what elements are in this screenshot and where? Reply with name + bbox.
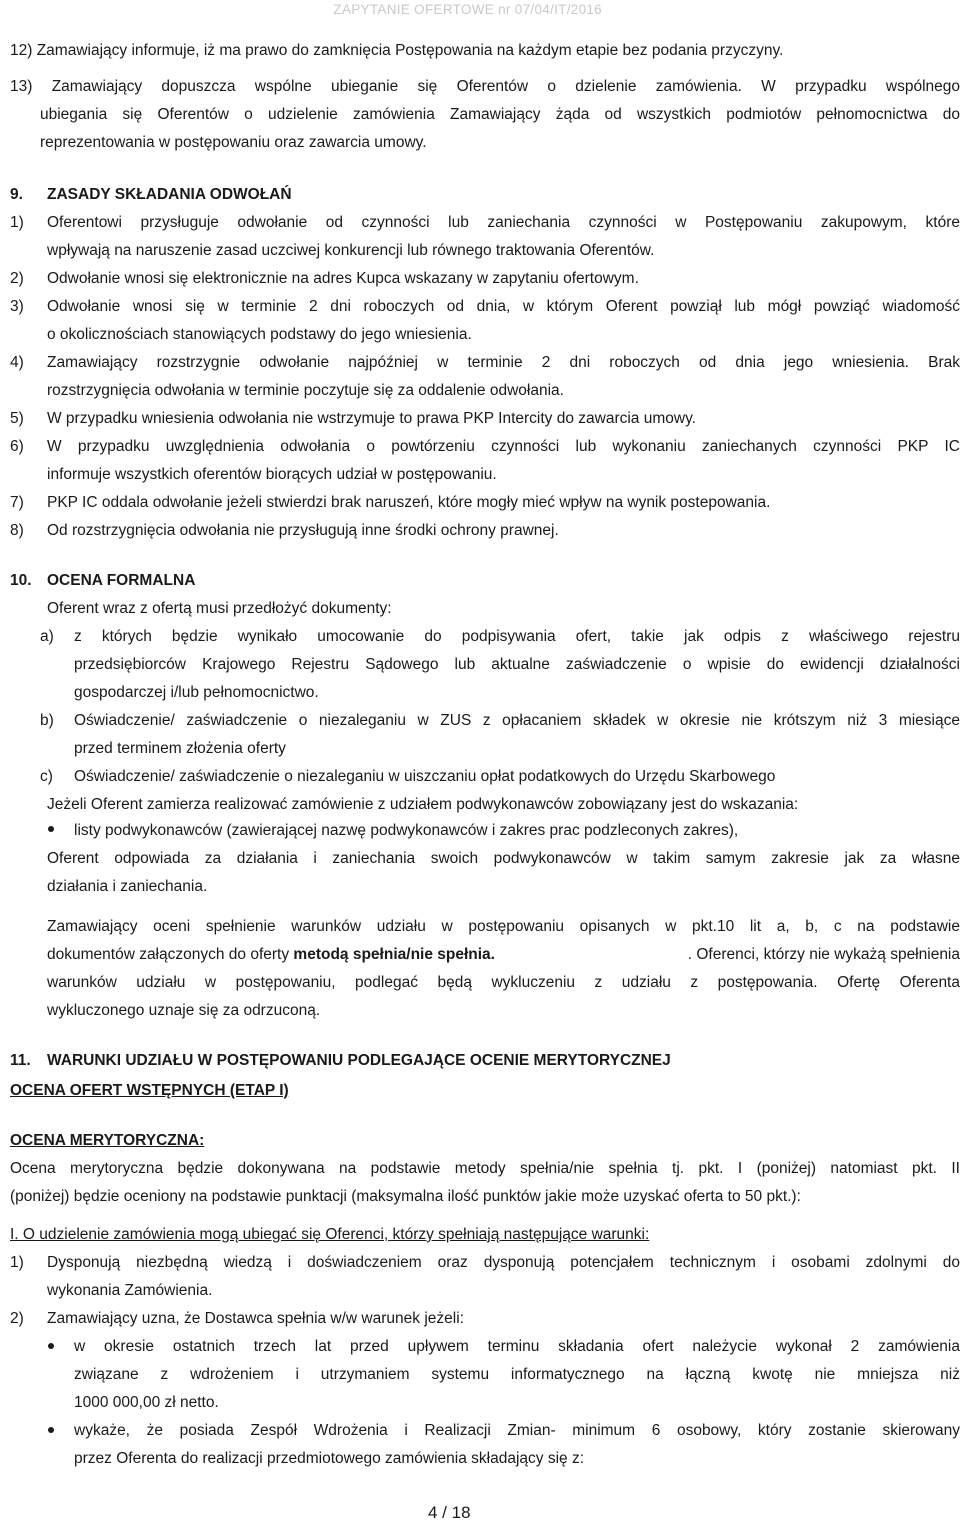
clause-13-line-2: ubiegania się Oferentów o udzielenie zamówienia Zamawiający żąda od wszystkich podmiotów pełnomocnictwa do: [40, 106, 960, 123]
clause-text-line: Odwołanie wnosi się w terminie 2 dni roboczych od dnia, w którym Oferent powziął lub mógł powziąć wiadomość: [47, 298, 960, 315]
section-10-number: 10.: [10, 572, 32, 589]
section-9-number: 9.: [10, 186, 23, 203]
condition-1-line-1: Dysponują niezbędną wiedzą i doświadczeniem oraz dysponują potencjałem technicznym i osobami zdolnymi do: [47, 1254, 960, 1271]
section-11-number: 11.: [10, 1052, 31, 1069]
condition-1-number: 1): [10, 1254, 24, 1271]
clause-number: 8): [10, 522, 24, 539]
page-number: 4 / 18: [428, 1503, 471, 1522]
clause-text-line: informuje wszystkich oferentów biorących udział w postępowaniu.: [47, 466, 497, 483]
item-c-line: Oświadczenie/ zaświadczenie o niezaleganiu w uiszczaniu opłat podatkowych do Urzędu Skarbowego: [74, 768, 776, 785]
responsibility-line-2: działania i zaniechania.: [47, 878, 208, 895]
clause-text-line: Zamawiający rozstrzygnie odwołanie najpóźniej w terminie 2 dni roboczych od dnia jego wniesienia. Brak: [47, 354, 960, 371]
clause-text-line: W przypadku wniesienia odwołania nie wstrzymuje to prawa PKP Intercity do zawarcia umowy.: [47, 410, 696, 427]
evaluation-text-c: . Oferenci, którzy nie wykażą spełnienia: [687, 946, 960, 963]
stage-1-heading: OCENA OFERT WSTĘPNYCH (ETAP I): [10, 1082, 289, 1099]
evaluation-text-a: dokumentów załączonych do oferty: [47, 946, 294, 963]
subcontractor-intro: Jeżeli Oferent zamierza realizować zamówienie z udziałem podwykonawców zobowiązany jest do wskazania:: [47, 796, 799, 813]
clause-number: 1): [10, 214, 24, 231]
clause-text-line: Oferentowi przysługuje odwołanie od czynności lub zaniechania czynności w Postępowaniu zakupowym, które: [47, 214, 960, 231]
conditions-heading: I. O udzielenie zamówienia mogą ubiegać się Oferenci, którzy spełniają następujące warunki:: [10, 1226, 650, 1243]
bullet-icon: [48, 1427, 54, 1433]
item-b-line-1: Oświadczenie/ zaświadczenie o niezaleganiu w ZUS z opłacaniem składek w okresie nie krótszym niż 3 miesiące: [74, 712, 960, 729]
clause-number: 4): [10, 354, 24, 371]
evaluation-line-4: wykluczonego uznaje się za odrzuconą.: [47, 1002, 321, 1019]
evaluation-method: metodą spełnia/nie spełnia.: [293, 946, 495, 963]
clause-number: 2): [10, 270, 24, 287]
section-9-title: ZASADY SKŁADANIA ODWOŁAŃ: [47, 186, 292, 203]
merit-line-2: (poniżej) będzie oceniony na podstawie punktacji (maksymalna ilość punktów jakie może uzyskać oferta to 50 pkt.):: [10, 1188, 801, 1205]
requirement-1-line-1: w okresie ostatnich trzech lat przed upływem terminu składania ofert należycie wykonał 2 zamówienia: [74, 1338, 960, 1355]
requirement-2-line-1: wykaże, że posiada Zespół Wdrożenia i Realizacji Zmian- minimum 6 osobowy, który zostanie skierowany: [74, 1422, 960, 1439]
item-b-line-2: przed terminem złożenia oferty: [74, 740, 286, 757]
clause-text-line: rozstrzygnięcia odwołania w terminie poczytuje się za oddalenie odwołania.: [47, 382, 564, 399]
clause-13-line-3: reprezentowania w postępowaniu oraz zawarcia umowy.: [40, 134, 427, 151]
clause-12: 12) Zamawiający informuje, iż ma prawo do zamknięcia Postępowania na każdym etapie bez podania przyczyny.: [10, 42, 784, 59]
condition-2-line: Zamawiający uzna, że Dostawca spełnia w/w warunek jeżeli:: [47, 1310, 464, 1327]
item-a-label: a): [40, 628, 54, 645]
clause-text-line: wpływają na naruszenie zasad uczciwej konkurencji lub równego traktowania Oferentów.: [47, 242, 655, 259]
condition-1-line-2: wykonania Zamówienia.: [47, 1282, 213, 1299]
document-header: ZAPYTANIE OFERTOWE nr 07/04/IT/2016: [333, 2, 602, 17]
item-a-line-1: z których będzie wynikało umocowanie do podpisywania ofert, takie jak odpis z właściwego rejestru: [74, 628, 960, 645]
merit-heading: OCENA MERYTORYCZNA:: [10, 1132, 205, 1149]
item-c-label: c): [40, 768, 53, 785]
requirement-2-line-2: przez Oferenta do realizacji przedmiotowego zamówienia składający się z:: [74, 1450, 585, 1467]
merit-line-1: Ocena merytoryczna będzie dokonywana na podstawie metody spełnia/nie spełnia tj. pkt. I (poniżej) natomiast pkt. II: [10, 1160, 960, 1177]
evaluation-line-1: Zamawiający oceni spełnienie warunków udziału w postępowaniu opisanych w pkt.10 lit a, b, c na podstawie: [47, 918, 960, 935]
clause-number: 3): [10, 298, 24, 315]
clause-13-line-1: 13) Zamawiający dopuszcza wspólne ubieganie się Oferentów o dzielenie zamówienia. W przypadku wspólnego: [10, 78, 960, 95]
requirement-1-line-2: związane z wdrożeniem i utrzymaniem systemu informatycznego na łączną kwotę nie mniejsza niż: [74, 1366, 960, 1383]
clause-text-line: Od rozstrzygnięcia odwołania nie przysługują inne środki ochrony prawnej.: [47, 522, 559, 539]
clause-number: 7): [10, 494, 24, 511]
item-a-line-3: gospodarczej i/lub pełnomocnictwo.: [74, 684, 319, 701]
item-a-line-2: przedsiębiorców Krajowego Rejestru Sądowego lub aktualne zaświadczenie o wpisie do ewidencji działalności: [74, 656, 960, 673]
requirement-1-line-3: 1000 000,00 zł netto.: [74, 1394, 219, 1411]
responsibility-line-1: Oferent odpowiada za działania i zaniechania swoich podwykonawców w takim samym zakresie jak za własne: [47, 850, 960, 867]
section-10-intro: Oferent wraz z ofertą musi przedłożyć dokumenty:: [47, 600, 392, 617]
clause-number: 6): [10, 438, 24, 455]
clause-text-line: PKP IC oddala odwołanie jeżeli stwierdzi brak naruszeń, które mogły mieć wpływ na wynik postepowania.: [47, 494, 771, 511]
evaluation-line-2: [47, 944, 960, 966]
subcontractor-bullet: listy podwykonawców (zawierającej nazwę podwykonawców i zakres prac podzleconych zakres),: [74, 822, 739, 839]
evaluation-line-3: warunków udziału w postępowaniu, podlegać będą wykluczeniu z udziału z postępowania. Ofertę Oferenta: [47, 974, 960, 991]
section-10-title: OCENA FORMALNA: [47, 572, 196, 589]
clause-text-line: Odwołanie wnosi się elektronicznie na adres Kupca wskazany w zapytaniu ofertowym.: [47, 270, 639, 287]
condition-2-number: 2): [10, 1310, 24, 1327]
section-11-title: WARUNKI UDZIAŁU W POSTĘPOWANIU PODLEGAJĄCE OCENIE MERYTORYCZNEJ: [47, 1052, 671, 1069]
bullet-icon: [48, 1343, 54, 1349]
clause-text-line: W przypadku uwzględnienia odwołania o powtórzeniu czynności lub wykonaniu zaniechanych czynności PKP IC: [47, 438, 960, 455]
bullet-icon: [48, 826, 54, 832]
clause-number: 5): [10, 410, 24, 427]
item-b-label: b): [40, 712, 54, 729]
clause-text-line: o okolicznościach stanowiących podstawy do jego wniesienia.: [47, 326, 472, 343]
